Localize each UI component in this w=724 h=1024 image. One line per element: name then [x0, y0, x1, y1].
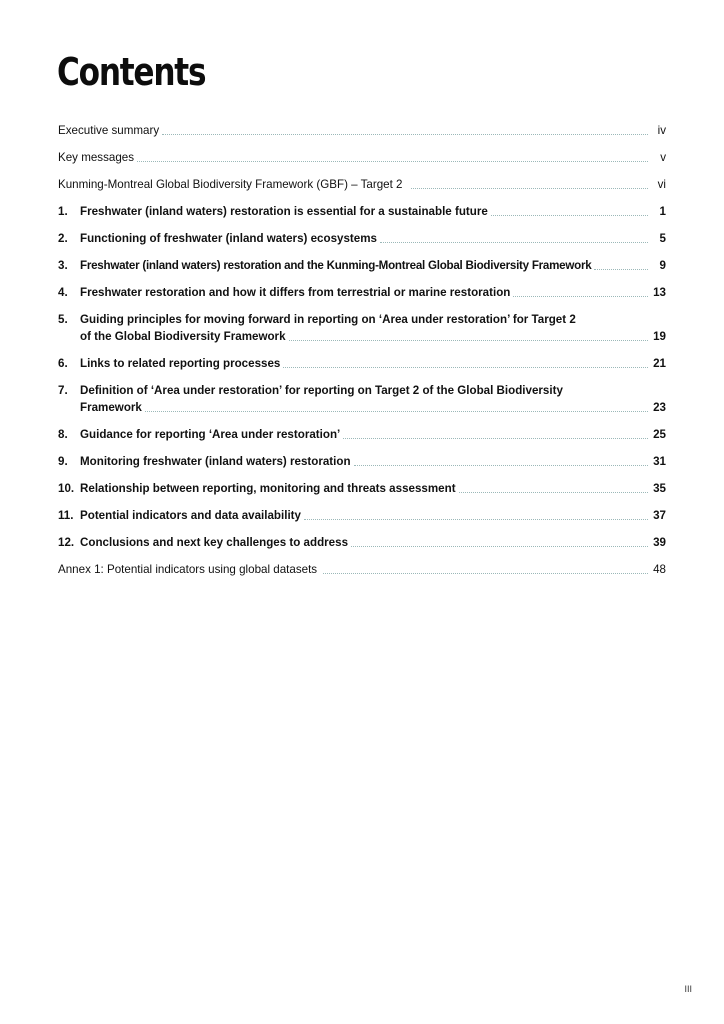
toc-page-number: 31 [653, 455, 666, 468]
toc-entry-number: 8. [58, 428, 68, 441]
toc-page-number: 23 [653, 401, 666, 414]
toc-page-number: 37 [653, 509, 666, 522]
toc-entry-number: 5. [58, 313, 68, 326]
toc-entry-3[interactable] [58, 257, 666, 274]
toc-page-number: 48 [653, 563, 666, 576]
toc-entry-12[interactable] [58, 534, 666, 551]
toc-entry-title-line-2: of the Global Biodiversity Framework [80, 330, 286, 343]
toc-entry-title: Freshwater (inland waters) restoration and the Kunming-Montreal Global Biodiversity Framework [80, 259, 592, 272]
dot-leader [354, 465, 648, 466]
toc-entry-title-line-1: Definition of ‘Area under restoration’ for reporting on Target 2 of the Global Biodiversity [80, 384, 563, 397]
dot-leader [137, 161, 648, 162]
toc-entry-title: Key messages [58, 151, 135, 164]
toc-entry-4[interactable] [58, 284, 666, 301]
dot-leader [351, 546, 648, 547]
dot-leader [411, 188, 649, 189]
toc-entry-title: Executive summary [58, 124, 160, 137]
toc-entry-2[interactable] [58, 230, 666, 247]
toc-entry-number: 1. [58, 205, 68, 218]
toc-entry-number: 6. [58, 357, 68, 370]
dot-leader [304, 519, 648, 520]
toc-entry-title: Relationship between reporting, monitoring and threats assessment [80, 482, 456, 495]
page-title: Contents [57, 50, 206, 94]
toc-entry-7[interactable] [58, 382, 666, 416]
dot-leader [289, 340, 648, 341]
toc-page-number: 1 [659, 205, 666, 218]
toc-page-number: iv [657, 124, 666, 137]
toc-entry-title: Annex 1: Potential indicators using global datasets [58, 563, 318, 576]
toc-entry-number: 2. [58, 232, 68, 245]
dot-leader [491, 215, 648, 216]
toc-entry-6[interactable] [58, 355, 666, 372]
dot-leader [145, 411, 648, 412]
toc-entry-gbf-target-2[interactable] [58, 176, 666, 193]
toc-page-number: 19 [653, 330, 666, 343]
toc-entry-11[interactable] [58, 507, 666, 524]
dot-leader [283, 367, 648, 368]
toc-entry-8[interactable] [58, 426, 666, 443]
toc-page-number: v [660, 151, 666, 164]
dot-leader [594, 269, 648, 270]
toc-page-number: 5 [659, 232, 666, 245]
dot-leader [323, 573, 648, 574]
toc-entry-5[interactable] [58, 311, 666, 345]
toc-entry-9[interactable] [58, 453, 666, 470]
toc-page-number: 21 [653, 357, 666, 370]
toc-entry-title-line-2: Framework [80, 401, 142, 414]
toc-entry-title: Kunming-Montreal Global Biodiversity Framework (GBF) – Target 2 [58, 178, 403, 191]
toc-entry-10[interactable] [58, 480, 666, 497]
toc-entry-title: Conclusions and next key challenges to address [80, 536, 349, 549]
footer-page-number: III [684, 984, 692, 994]
dot-leader [343, 438, 648, 439]
toc-page-number: 25 [653, 428, 666, 441]
toc-page-number: 35 [653, 482, 666, 495]
toc-entry-executive-summary[interactable] [58, 122, 666, 139]
toc-entry-title: Links to related reporting processes [80, 357, 281, 370]
toc-entry-number: 12. [58, 536, 75, 549]
toc-entry-title: Monitoring freshwater (inland waters) restoration [80, 455, 351, 468]
toc-entry-title: Freshwater restoration and how it differs from terrestrial or marine restoration [80, 286, 511, 299]
dot-leader [513, 296, 648, 297]
toc-entry-number: 10. [58, 482, 75, 495]
dot-leader [380, 242, 648, 243]
toc-entry-number: 11. [58, 509, 74, 522]
toc-entry-key-messages[interactable] [58, 149, 666, 166]
dot-leader [459, 492, 648, 493]
toc-entry-1[interactable] [58, 203, 666, 220]
toc-entry-title: Functioning of freshwater (inland waters) ecosystems [80, 232, 377, 245]
toc-entry-number: 9. [58, 455, 68, 468]
table-of-contents [58, 122, 666, 578]
toc-page-number: vi [657, 178, 666, 191]
toc-entry-number: 7. [58, 384, 68, 397]
toc-entry-number: 4. [58, 286, 68, 299]
toc-entry-annex-1[interactable] [58, 561, 666, 578]
toc-page-number: 13 [653, 286, 666, 299]
dot-leader [162, 134, 648, 135]
toc-page-number: 9 [659, 259, 666, 272]
toc-entry-title: Potential indicators and data availability [80, 509, 301, 522]
toc-entry-title: Guidance for reporting ‘Area under restoration’ [80, 428, 341, 441]
toc-entry-title: Freshwater (inland waters) restoration is essential for a sustainable future [80, 205, 488, 218]
toc-page-number: 39 [653, 536, 666, 549]
toc-entry-title-line-1: Guiding principles for moving forward in reporting on ‘Area under restoration’ for Target 2 [80, 313, 576, 326]
toc-entry-number: 3. [58, 259, 68, 272]
